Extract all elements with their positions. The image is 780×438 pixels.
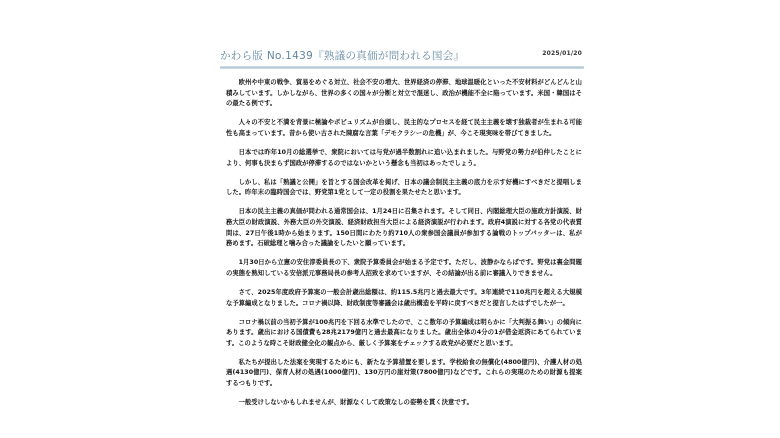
header-divider (220, 66, 584, 69)
paragraph: 人々の不安と不満を背景に極論やポピュリズムが台頭し、民主的なプロセスを経て民主主義を壊す独裁者が生まれる可能性も高まっています。昔から使い古された陳腐な言葉「デモクラシーの危機」が、今こそ現実味を帯びてきました。 (226, 119, 582, 137)
paragraph: 1月30日から立憲の安住淳委員長の下、衆院予算委員会が始まる予定です。ただし、波静かならばです。野党は裏金問題の実態を熟知している安倍派元事務局長の参考人招致を求めていますが、その結論が出る前に審議入りできません。 (226, 259, 582, 277)
article-title: かわら版 No.1439『熟議の真価が問われる国会』 (220, 50, 465, 62)
paragraph: 一般受けしないかもしれませんが、財源なくして政策なしの姿勢を貫く決意です。 (238, 399, 473, 407)
article-body (220, 78, 584, 409)
paragraph: しかし、私は「熟議と公開」を旨とする国会改革を掲げ、日本の議会制民主主義の底力を示す好機にすべきだと提唱しました。昨年末の臨時国会では、野党第1党として一定の役割を果たせたと思います。 (226, 178, 582, 197)
paragraph: 日本では昨年10月の総選挙で、衆院においては与党が過半数割れに追い込まれました。与野党の勢力が伯仲したことにより、何事も決まらず国政が停滞するのではないかという懸念も当初はあったでしょう。 (226, 148, 582, 167)
paragraph: 日本の民主主義の真価が問われる通常国会は、1月24日に召集されます。そして同日、内閣総理大臣の施政方針演説、財務大臣の財政演説、外務大臣の外交演説、経済財政担当大臣による経済演説が行われます。政府4演説に対する各党の代表質問は、27日午後1時から始まります。150日間にわたり約710人の衆参国会議員が参加する論戦のトップバッターは、私が務めます。石破総理と噛み合った議論をしたいと願っています。 (226, 208, 582, 248)
paragraph: さて、2025年度政府予算案の一般会計歳出総額は、約115.5兆円と過去最大です。3年連続で110兆円を超える大規模な予算編成となりました。コロナ禍以降、財政制度等審議会は歳出構造を平時に戻すべきだと提言したはずでしたが一。 (226, 288, 582, 307)
article-header (220, 48, 584, 64)
article (220, 48, 584, 417)
paragraph: 私たちが提出した法案を実現するためにも、新たな予算措置を要します。学校給食の無償化(4800億円)、介護人材の処遇(4130億円)、保育人材の処遇(1000億円)、130万円の崖対策(7800億円)などです。これらの実現のための財源も提案するつもりです。 (226, 358, 582, 388)
article-date: 2025/01/20 (542, 50, 582, 57)
paragraph: コロナ禍以前の当初予算が100兆円を下回る水準でしたので、ここ数年の予算編成は明らかに「大判振る舞い」の傾向にあります。歳出における国債費も28兆2179億円と過去最高になりました。歳出全体の4分の1が借金返済にあてられています。このような時こそ財政健全化の観点から、厳しく予算案をチェックする政党が必要だと思います。 (226, 318, 582, 347)
paragraph: 欧州や中東の戦争、貿易をめぐる対立、社会不安の増大、世界経済の停滞、地球温暖化といった不安材料がどんどんと山積みしています。しかしながら、世界の多くの国々が分断と対立で混迷し、政治が機能不全に陥っています。米国・韓国はその最たる例です。 (226, 79, 582, 108)
